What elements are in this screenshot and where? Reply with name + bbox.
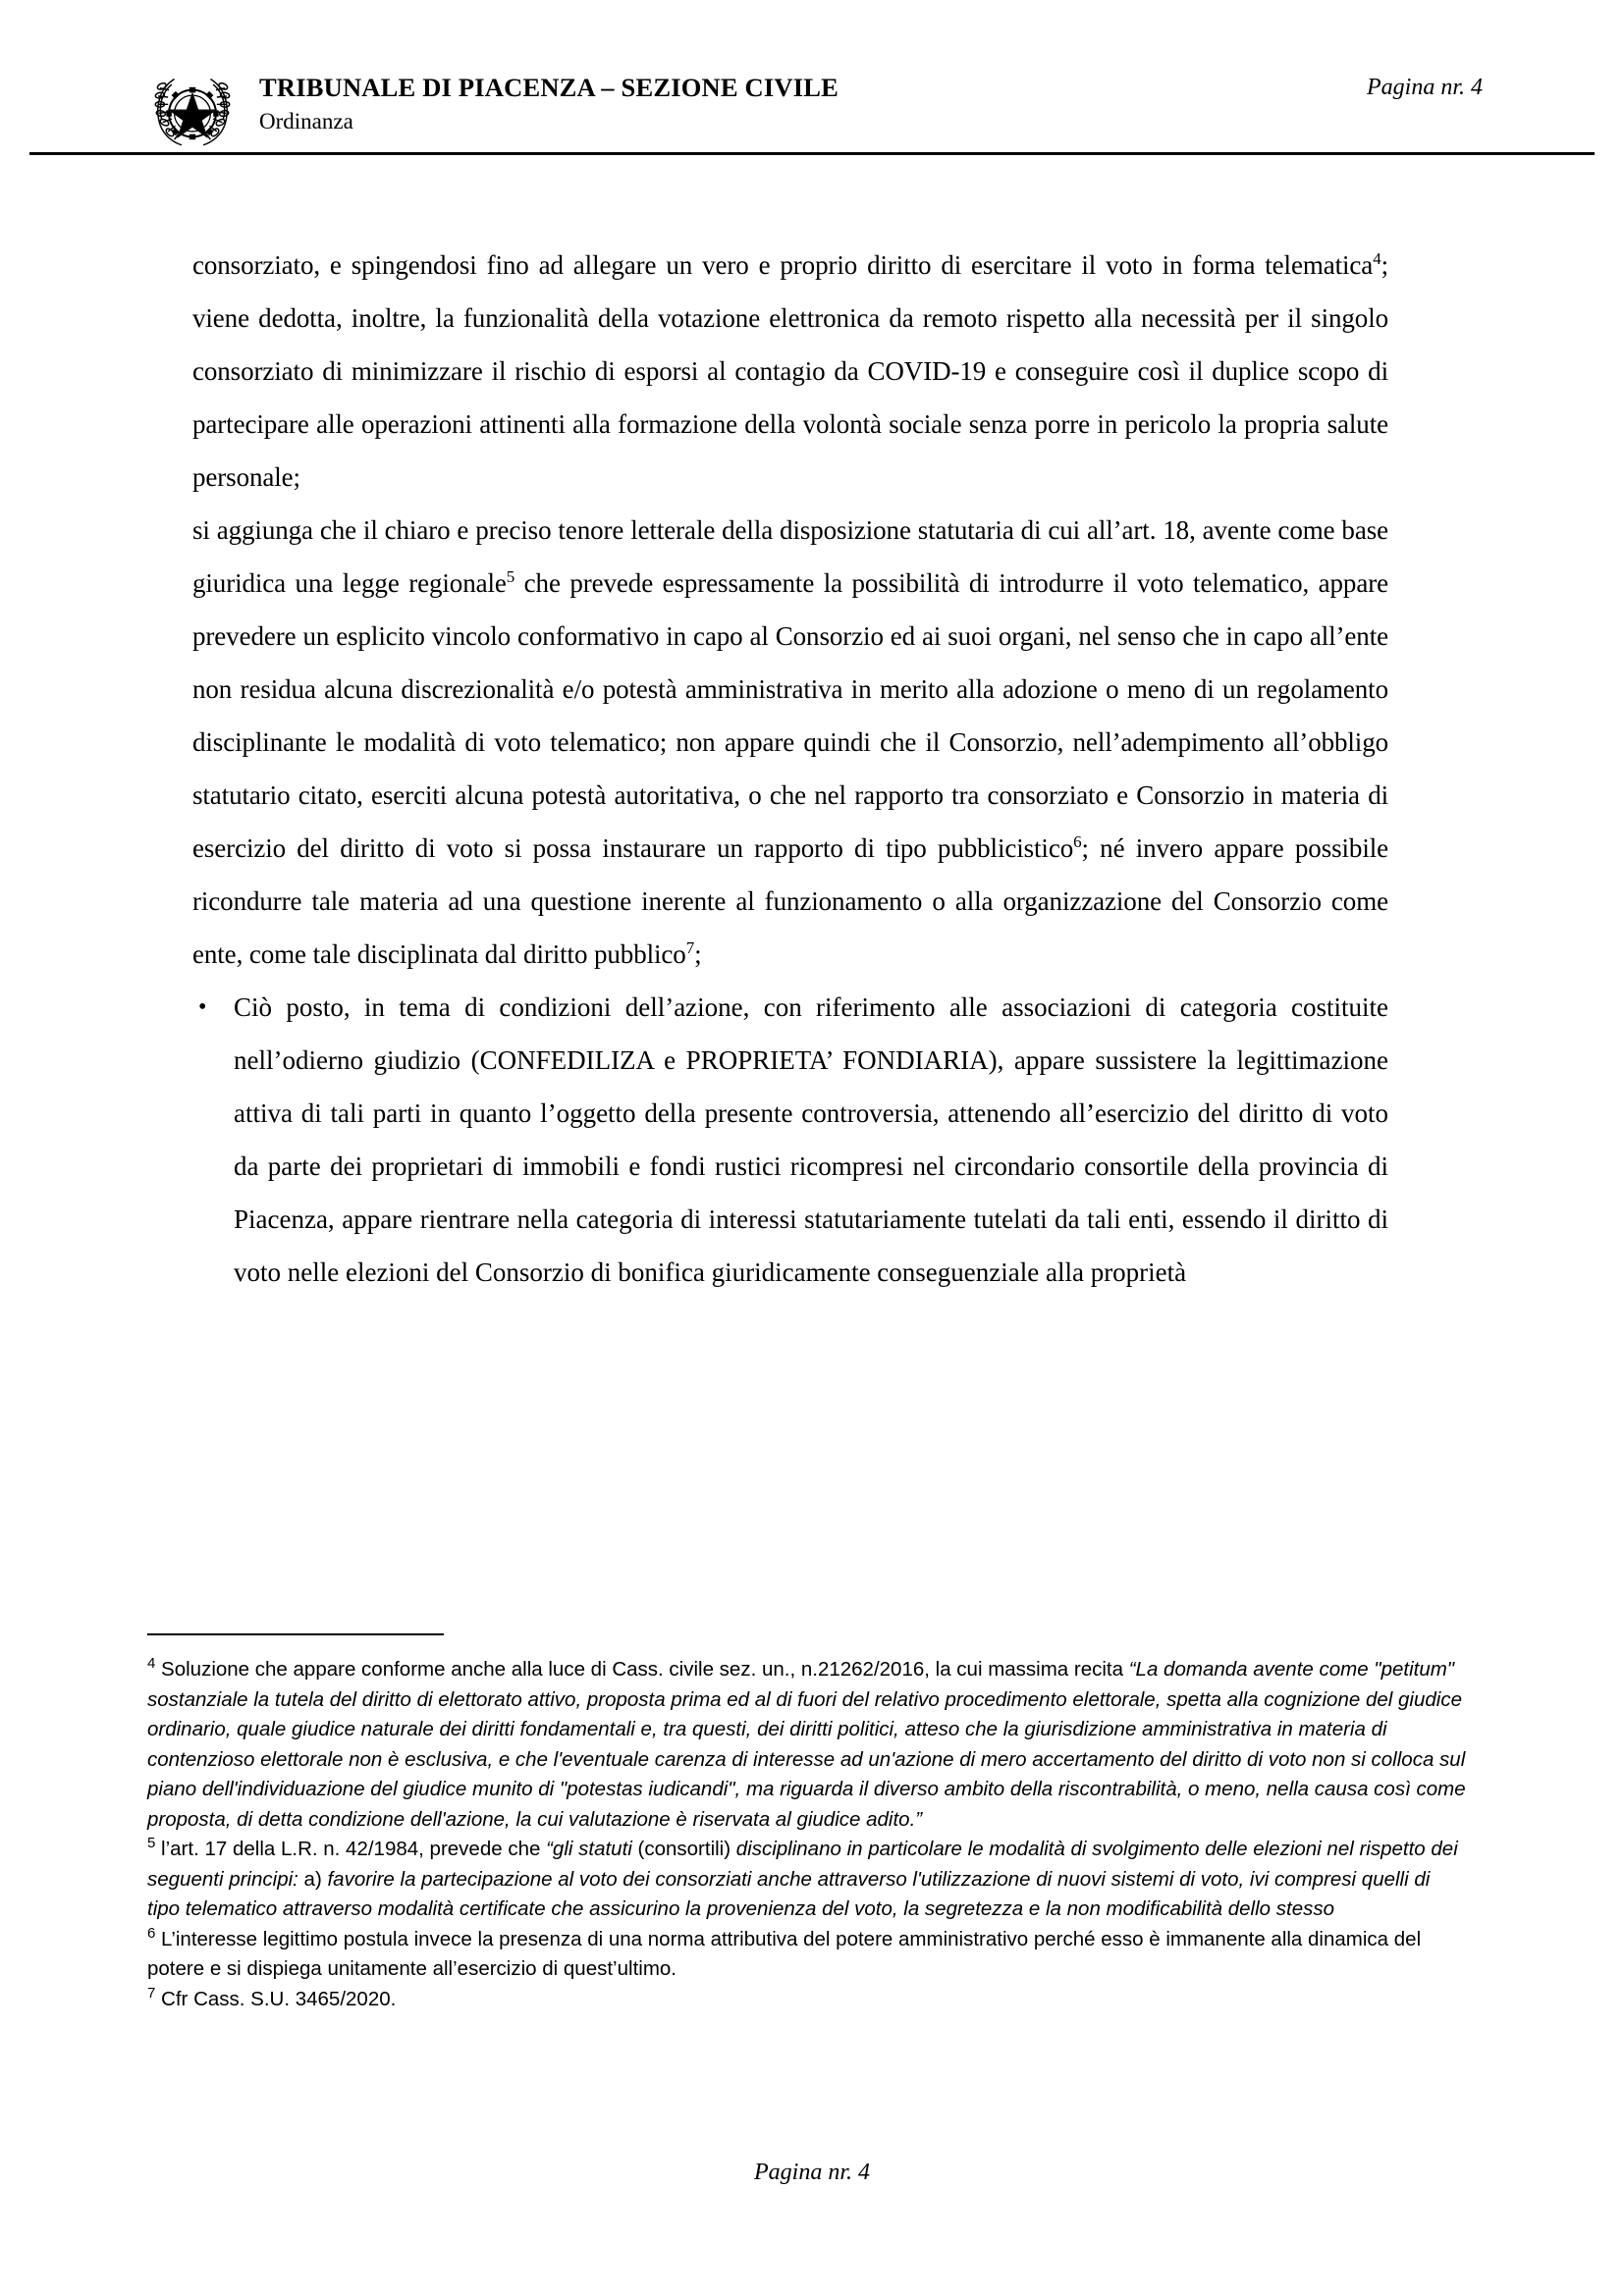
document-body xyxy=(192,239,1388,1299)
footnote-ref-6: 6 xyxy=(1073,832,1082,851)
footnote-number: 4 xyxy=(147,1655,156,1673)
header-page-number: Pagina nr. 4 xyxy=(1366,75,1483,100)
footnote-ref-7: 7 xyxy=(685,938,695,957)
footnote-number: 5 xyxy=(147,1835,156,1852)
court-title: TRIBUNALE DI PIACENZA – SEZIONE CIVILE xyxy=(259,73,839,102)
italic-text: “La domanda avente come "petitum" sostanziale la tutela del diritto di elettorato attivo, proposta prima ed al di fuori del relativo procedimento elettorale, spetta alla cognizione del giudice ordinario, quale giudice naturale dei diritti fondamentali e, tra questi, dei diritti politici, atteso che la giurisdizione amministrativa in materia di contenzioso elettorale non è esclusiva, e che l'eventuale carenza di interesse ad un'azione di mero accertamento del diritto di voto non si colloca sul piano dell'individuazione del giudice munito di "potestas iudicandi", ma riguarda il diverso ambito della riscontrabilità, o meno, nella causa così come proposta, di detta condizione dell'azione, la cui valutazione è riservata al giudice adito.” xyxy=(147,1658,1466,1831)
footnote-ref-5: 5 xyxy=(506,567,515,586)
footnote-4: $^4$ Soluzione che appare conforme anche alla luce di Cass. civile sez. un., n.21262/2016, la cui massima recita “La domanda avente come "petitum" sostanziale la tutela del diritto di elettorato attivo, proposta prima ed al di fuori del relativo procedimento elettorale, spetta alla cognizione del giudice ordinario, quale giudice naturale dei diritti fondamentali e, tra questi, dei diritti politici, atteso che la giurisdizione amministrativa in materia di contenzioso elettorale non è esclusiva, e che l'eventuale carenza di interesse ad un'azione di mero accertamento del diritto di voto non si colloca sul piano dell'individuazione del giudice munito di "potestas iudicandi", ma riguarda il diverso ambito della riscontrabilità, o meno, nella causa così come proposta, di detta condizione dell'azione, la cui valutazione è riservata al giudice adito.” xyxy=(147,1655,1466,1831)
italic-text: favorire la partecipazione al voto dei consorziati anche attraverso l'utilizzazione di nuovi sistemi di voto, ivi compresi quelli di tipo telematico attraverso modalità certificate che assicurino la provenienza del voto, la segretezza e la non modificabilità dello stesso xyxy=(147,1867,1431,1920)
document-type-label: Ordinanza xyxy=(259,109,353,134)
footnote-ref-4: 4 xyxy=(1373,249,1381,268)
footnote-5: $^5$ l’art. 17 della L.R. n. 42/1984, prevede che “gli statuti (consortili) disciplinano in particolare le modalità di svolgimento delle elezioni nel rispetto dei seguenti principi: a) favorire la partecipazione al voto dei consorziati anche attraverso l'utilizzazione di nuovi sistemi di voto, ivi compresi quelli di tipo telematico attraverso modalità certificate che assicurino la provenienza del voto, la segretezza e la non modificabilità dello stesso xyxy=(147,1835,1458,1920)
list-item: • Ciò posto, in tema di condizioni dell’azione, con riferimento alle associazioni di categoria costituite nell’odierno giudizio (CONFEDILIZA e PROPRIETA’ FONDIARIA), appare sussistere la legittimazione attiva di tali parti in quanto l’oggetto della presente controversia, attenendo all’esercizio del diritto di voto da parte dei proprietari di immobili e fondi rustici ricompresi nel circondario consortile della provincia di Piacenza, appare rientrare nella categoria di interessi statutariamente tutelati da tali enti, essendo il diritto di voto nelle elezioni del Consorzio di bonifica giuridicamente conseguenziale alla proprietà xyxy=(192,981,1388,1299)
footnote-number: 7 xyxy=(147,1984,156,2002)
footnote-6: $^6$ L’interesse legittimo postula invece la presenza di una norma attributiva del potere amministrativo perché esso è immanente alla dinamica del potere e si dispiega unitamente all’esercizio di quest’ultimo. xyxy=(147,1924,1422,1980)
italic-text: “gli statuti xyxy=(546,1838,632,1860)
header-text-block xyxy=(259,61,1367,136)
paragraph-2: si aggiunga che il chiaro e preciso tenore letterale della disposizione statutaria di cui all’art. 18, avente come base giuridica una legge regionale$^5$ che prevede espressamente la possibilità di introdurre il voto telematico, appare prevedere un esplicito vincolo conformativo in capo al Consorzio ed ai suoi organi, nel senso che in capo all’ente non residua alcuna discrezionalità e/o potestà amministrativa in merito alla adozione o meno di un regolamento disciplinante le modalità di voto telematico; non appare quindi che il Consorzio, nell’adempimento all’obbligo statutario citato, eserciti alcuna potestà autoritativa, o che nel rapporto tra consorziato e Consorzio in materia di esercizio del diritto di voto si possa instaurare un rapporto di tipo pubblicistico$^6$; né invero appare possibile ricondurre tale materia ad una questione inerente al funzionamento o alla organizzazione del Consorzio come ente, come tale disciplinata dal diritto pubblico$^7$; xyxy=(192,515,1389,969)
italian-republic-emblem-icon xyxy=(147,63,238,153)
paragraph-1: consorziato, e spingendosi fino ad allegare un vero e proprio diritto di esercitare il voto in forma telematica$^4$; viene dedotta, inoltre, la funzionalità della votazione elettronica da remoto rispetto alla necessità per il singolo consorziato di minimizzare il rischio di esporsi al contagio da COVID-19 e conseguire così il duplice scopo di partecipare alle operazioni attinenti alla formazione della volontà sociale senza porre in pericolo la propria salute personale; xyxy=(192,249,1388,492)
footnote-separator xyxy=(147,1633,444,1635)
italic-text: disciplinano in particolare le modalità di svolgimento delle elezioni nel rispetto dei seguenti principi: xyxy=(147,1838,1458,1891)
footnotes-block xyxy=(147,1655,1468,2014)
bullet-list xyxy=(192,981,1388,1299)
footnote-7: $^7$ Cfr Cass. S.U. 3465/2020. xyxy=(147,1984,397,2010)
page-footer: Pagina nr. 4 xyxy=(753,2160,870,2185)
footnote-number: 6 xyxy=(147,1924,156,1942)
header-divider xyxy=(29,152,1595,155)
page-header xyxy=(147,61,1483,153)
